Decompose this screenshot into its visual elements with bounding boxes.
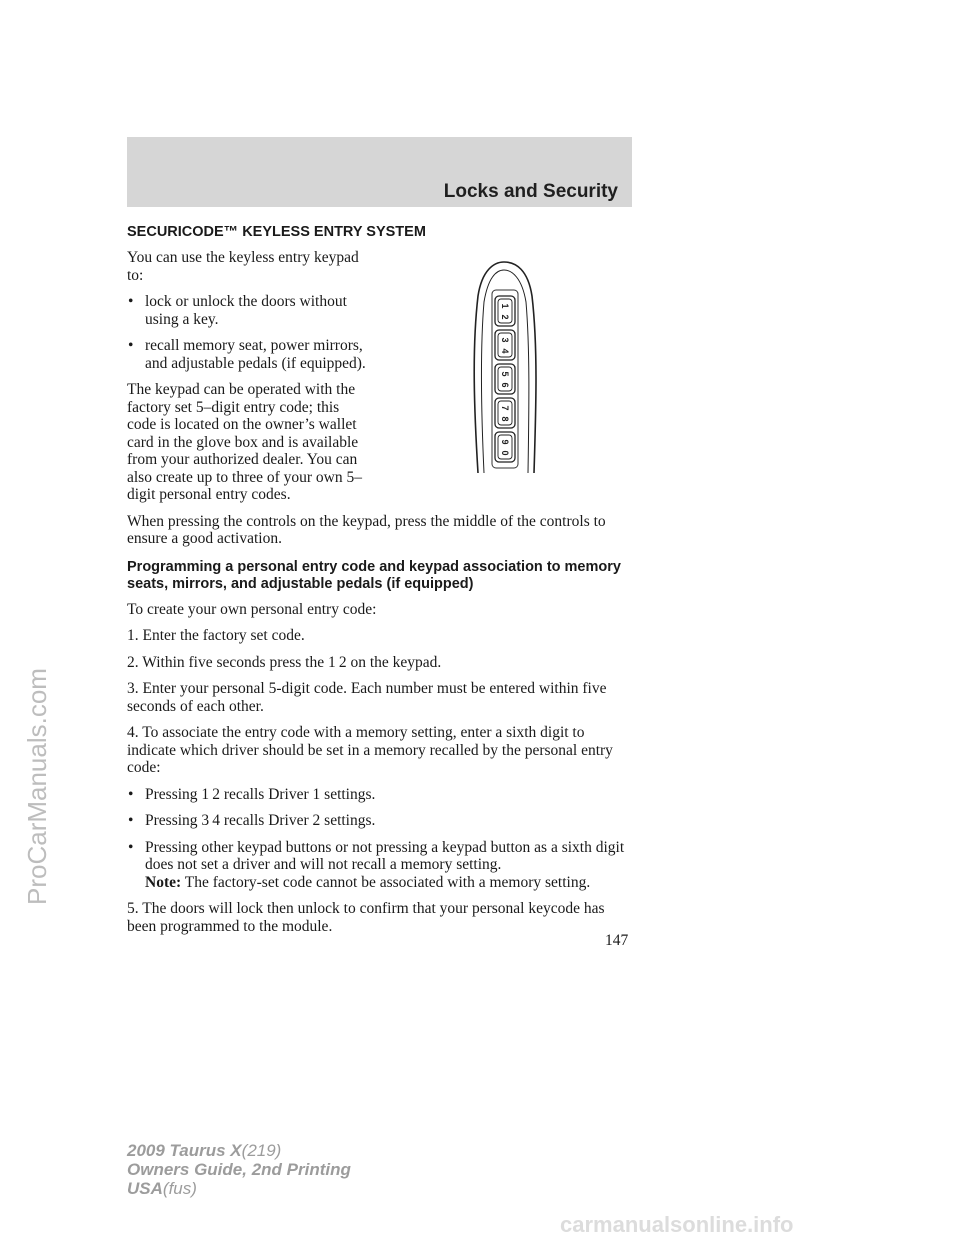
header-band (127, 137, 632, 207)
keypad-button (495, 398, 515, 428)
section-heading: SECURICODE™ KEYLESS ENTRY SYSTEM (127, 224, 426, 240)
bullet-icon: • (128, 785, 134, 803)
programming-heading: Programming a personal entry code and keypad association to memory seats, mirrors, and adjustable pedals (if equipped) (127, 558, 621, 592)
keypad-button (495, 432, 515, 462)
keypad-digit: 6 (500, 382, 510, 388)
footer (127, 1141, 351, 1198)
keypad-button (495, 364, 515, 394)
body-block (127, 513, 632, 936)
list-item (127, 293, 372, 328)
footer-region: USA (127, 1179, 163, 1198)
step-2: 2. Within five seconds press the 1 2 on the keypad. (127, 653, 442, 671)
footer-guide: Owners Guide, 2nd Printing (127, 1160, 351, 1179)
list-item-text: Pressing other keypad buttons or not pressing a keypad button as a sixth digit does not set a driver and will not recall a memory setting. (145, 838, 625, 873)
bullet-icon: • (128, 838, 134, 856)
page-title: Locks and Security (443, 181, 618, 202)
note-text: The factory-set code cannot be associated with a memory setting. (184, 873, 591, 891)
footer-region-code: (fus) (162, 1179, 197, 1198)
bullet-icon: • (128, 337, 134, 354)
programming-intro: To create your own personal entry code: (127, 600, 377, 618)
step-3: 3. Enter your personal 5-digit code. Each number must be entered within five seconds of each other. (127, 680, 607, 715)
keypad-illustration (464, 258, 544, 478)
list-item-text: Pressing 3 4 recalls Driver 2 settings. (145, 812, 376, 829)
keypad-digit: 7 (500, 405, 510, 411)
keypad-button (495, 296, 515, 326)
step-4: 4. To associate the entry code with a memory setting, enter a sixth digit to indicate which driver should be set in a memory recalled by the personal entry code: (127, 724, 613, 776)
list-item (127, 786, 632, 804)
site-watermark: carmanualsonline.info (560, 1212, 794, 1237)
keypad-digit: 5 (500, 371, 510, 377)
bullet-icon: • (128, 293, 134, 310)
keypad-digit: 3 (500, 337, 510, 343)
keypad-digit: 9 (500, 439, 510, 445)
list-item (127, 839, 632, 892)
footer-model: 2009 Taurus X (127, 1141, 242, 1160)
keypad-icon (464, 258, 544, 478)
intro-block (127, 249, 372, 504)
list-item-text: recall memory seat, power mirrors, and adjustable pedals (if equipped). (145, 337, 366, 372)
page-number: 147 (605, 932, 629, 949)
list-item-text: Pressing 1 2 recalls Driver 1 settings. (145, 785, 376, 803)
list-item (127, 812, 632, 830)
factory-code-paragraph: The keypad can be operated with the factory set 5–digit entry code; this code is located on the owner’s wallet card in the glove box and is available from your authorized dealer. You can also create up to three of your own 5–digit personal entry codes. (127, 381, 363, 503)
keypad-digit: 1 (500, 303, 510, 309)
step-1: 1. Enter the factory set code. (127, 627, 305, 644)
note-label: Note: (145, 873, 182, 891)
step-5: 5. The doors will lock then unlock to confirm that your personal keycode has been programmed to the module. (127, 900, 605, 935)
keypad-digit: 4 (500, 348, 510, 354)
watermark: ProCarManuals.com (22, 668, 52, 905)
keypad-button (495, 330, 515, 360)
main-content (127, 224, 632, 944)
activation-paragraph: When pressing the controls on the keypad, press the middle of the controls to ensure a good activation. (127, 512, 606, 547)
intro-text: You can use the keyless entry keypad to: (127, 249, 359, 284)
list-item-text: lock or unlock the doors without using a key. (145, 293, 347, 328)
bullet-icon: • (128, 812, 134, 829)
keypad-digit: 0 (500, 450, 510, 456)
keypad-digit: 8 (500, 416, 510, 422)
list-item (127, 337, 372, 372)
keypad-digit: 2 (500, 314, 510, 320)
footer-model-code: (219) (241, 1141, 282, 1160)
